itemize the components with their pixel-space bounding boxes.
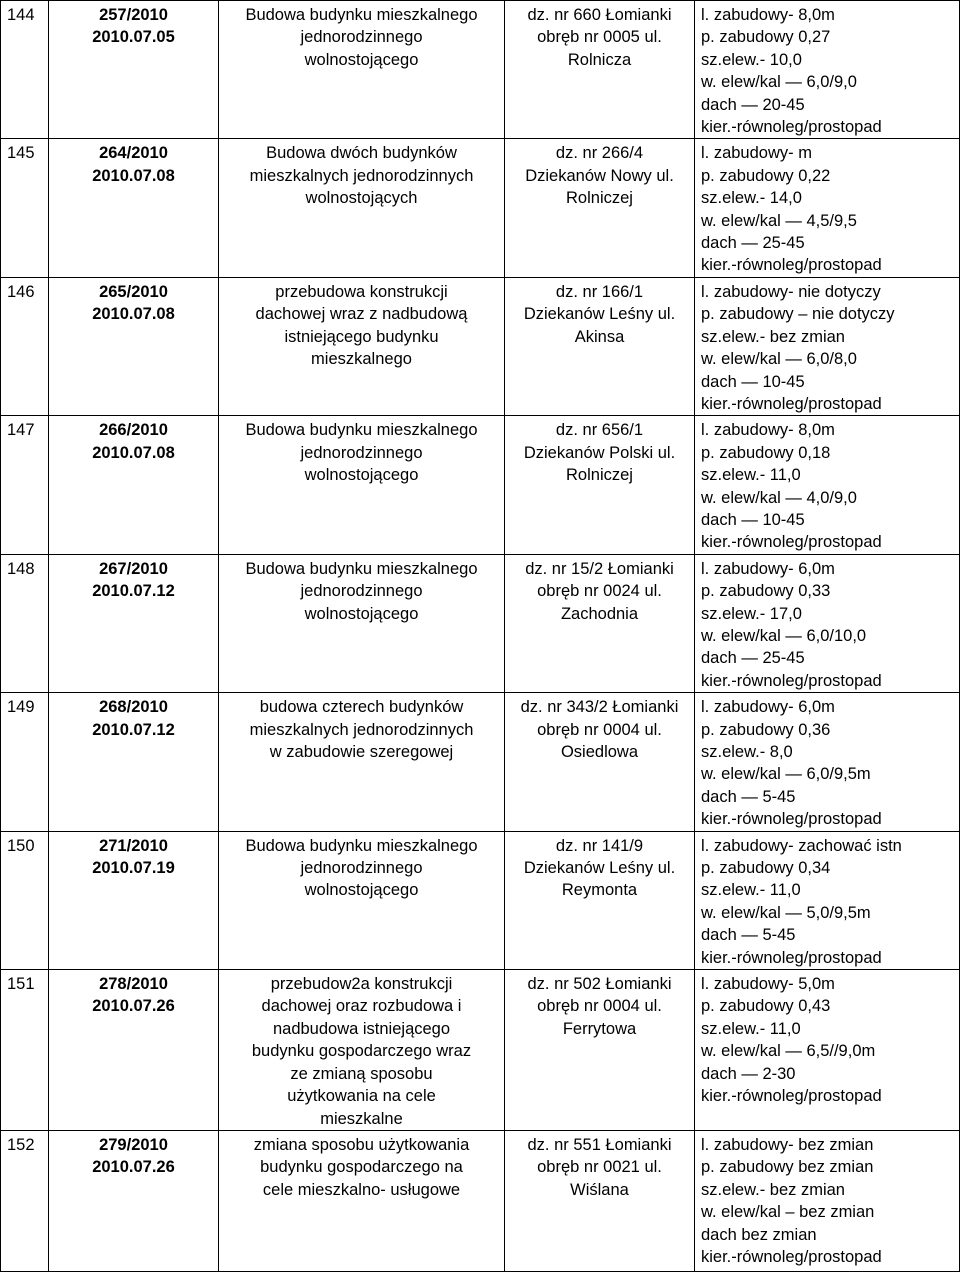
parameter-line: dach — 20-45 (701, 95, 805, 114)
description-line: nadbudowa istniejącego (272, 1019, 451, 1038)
description-cell (219, 277, 505, 415)
description-line: istniejącego budynku (284, 327, 439, 346)
decision-number: 271/2010 (99, 836, 168, 855)
parameter-line: p. zabudowy 0,33 (701, 582, 831, 601)
row-number-cell (1, 693, 49, 831)
description-line: jednorodzinnego (300, 582, 423, 601)
reference-cell (49, 139, 219, 277)
reference-cell (49, 693, 219, 831)
parameter-line: kier.-równoleg/prostopad (701, 256, 882, 275)
table-row (1, 693, 960, 831)
parameter-line: p. zabudowy – nie dotyczy (701, 305, 895, 324)
description-line: Budowa budynku mieszkalnego (245, 421, 478, 440)
parameter-line: kier.-równoleg/prostopad (701, 671, 882, 690)
table-row (1, 1, 960, 139)
parameter-line: dach — 25-45 (701, 234, 805, 253)
location-line: Dziekanów Leśny ul. (523, 859, 676, 878)
description-line: Budowa budynku mieszkalnego (245, 559, 478, 578)
parameter-line: p. zabudowy bez zmian (701, 1158, 874, 1177)
location-cell (505, 693, 695, 831)
parameters-cell (695, 554, 960, 692)
row-number: 145 (7, 144, 35, 163)
parameter-line: w. elew/kal — 6,0/8,0 (701, 350, 857, 369)
parameter-line: dach bez zmian (701, 1225, 817, 1244)
row-number-cell (1, 416, 49, 554)
table-row (1, 970, 960, 1131)
location-line: dz. nr 656/1 (555, 421, 644, 440)
parameter-line: sz.elew.- 14,0 (701, 189, 802, 208)
description-cell (219, 554, 505, 692)
decision-date: 2010.07.12 (92, 720, 175, 739)
decision-number: 257/2010 (99, 6, 168, 24)
parameters-cell (695, 1, 960, 139)
reference-cell (49, 831, 219, 969)
parameter-line: sz.elew.- 11,0 (701, 1019, 801, 1038)
description-line: dachowej wraz z nadbudową (255, 305, 468, 324)
location-line: obręb nr 0024 ul. (537, 582, 662, 601)
location-line: Rolniczej (566, 466, 633, 485)
row-number-cell (1, 277, 49, 415)
parameter-line: p. zabudowy 0,36 (701, 720, 831, 739)
parameter-line: l. zabudowy- zachować istn (701, 836, 902, 855)
location-line: obręb nr 0004 ul. (537, 997, 662, 1016)
parameter-line: dach — 10-45 (701, 510, 805, 529)
parameter-line: l. zabudowy- bez zmian (701, 1135, 874, 1154)
parameter-line: dach — 5-45 (701, 787, 796, 806)
parameter-line: l. zabudowy- 5,0m (701, 975, 835, 994)
description-line: przebudow2a konstrukcji (270, 975, 453, 994)
parameter-line: kier.-równoleg/prostopad (701, 810, 882, 829)
reference-cell (49, 277, 219, 415)
reference-cell (49, 1130, 219, 1271)
description-cell (219, 831, 505, 969)
location-line: dz. nr 343/2 Łomianki (520, 698, 679, 717)
description-line: mieszkalnych jednorodzinnych (249, 166, 474, 185)
parameters-cell (695, 139, 960, 277)
row-number-cell (1, 139, 49, 277)
parameter-line: w. elew/kal — 6,0/9,5m (701, 765, 871, 784)
description-line: jednorodzinnego (300, 28, 423, 47)
description-cell (219, 416, 505, 554)
description-line: budynku gospodarczego wraz (251, 1042, 472, 1061)
location-cell (505, 554, 695, 692)
location-line: dz. nr 660 Łomianki (527, 6, 672, 24)
description-cell (219, 693, 505, 831)
parameters-cell (695, 693, 960, 831)
parameter-line: l. zabudowy- 6,0m (701, 698, 835, 717)
location-line: dz. nr 551 Łomianki (527, 1135, 672, 1154)
parameters-cell (695, 416, 960, 554)
parameter-line: kier.-równoleg/prostopad (701, 948, 882, 967)
row-number: 146 (7, 282, 35, 301)
location-line: Dziekanów Leśny ul. (523, 305, 676, 324)
description-line: wolnostojącego (304, 50, 419, 69)
location-cell (505, 1, 695, 139)
location-line: Dziekanów Polski ul. (523, 443, 676, 462)
location-line: Reymonta (561, 881, 638, 900)
description-line: mieszkalne (320, 1109, 403, 1128)
location-line: Zachodnia (560, 604, 639, 623)
decision-date: 2010.07.08 (92, 305, 175, 324)
row-number: 147 (7, 421, 35, 440)
parameter-line: dach — 10-45 (701, 372, 805, 391)
description-line: cele mieszkalno- usługowe (262, 1180, 461, 1199)
decision-date: 2010.07.05 (92, 28, 175, 47)
description-cell (219, 139, 505, 277)
permits-table-body (1, 1, 960, 1272)
description-line: w zabudowie szeregowej (269, 743, 454, 761)
reference-cell (49, 416, 219, 554)
description-line: Budowa dwóch budynków (266, 144, 457, 163)
description-cell (219, 1, 505, 139)
parameter-line: sz.elew.- bez zmian (701, 327, 845, 346)
location-line: Rolnicza (567, 50, 632, 69)
row-number-cell (1, 831, 49, 969)
parameter-line: kier.-równoleg/prostopad (701, 533, 882, 552)
row-number-cell (1, 1130, 49, 1271)
description-line: ze zmianą sposobu (290, 1064, 433, 1083)
parameters-cell (695, 277, 960, 415)
parameter-line: w. elew/kal — 4,0/9,0 (701, 488, 857, 507)
location-cell (505, 1130, 695, 1271)
location-cell (505, 139, 695, 277)
decision-date: 2010.07.12 (92, 582, 175, 601)
row-number: 149 (7, 698, 35, 717)
decision-date: 2010.07.26 (92, 1158, 175, 1177)
decision-date: 2010.07.19 (92, 859, 175, 878)
parameters-cell (695, 970, 960, 1131)
description-line: mieszkalnych jednorodzinnych (249, 720, 474, 739)
table-row (1, 831, 960, 969)
reference-cell (49, 970, 219, 1131)
parameter-line: p. zabudowy 0,43 (701, 997, 831, 1016)
parameter-line: l. zabudowy- 8,0m (701, 6, 835, 24)
table-row (1, 139, 960, 277)
description-line: Budowa budynku mieszkalnego (245, 836, 478, 855)
description-line: Budowa budynku mieszkalnego (245, 6, 478, 24)
reference-cell (49, 1, 219, 139)
decision-number: 265/2010 (99, 282, 168, 301)
description-line: budowa czterech budynków (259, 698, 464, 717)
parameter-line: sz.elew.- 8,0 (701, 743, 793, 761)
location-cell (505, 416, 695, 554)
table-row (1, 1130, 960, 1271)
parameter-line: w. elew/kal — 6,0/9,0 (701, 73, 857, 92)
location-line: Ferrytowa (562, 1019, 637, 1038)
location-line: dz. nr 502 Łomianki (527, 975, 672, 994)
location-line: Osiedlowa (560, 743, 639, 761)
parameter-line: l. zabudowy- nie dotyczy (701, 282, 881, 301)
decision-number: 268/2010 (99, 698, 168, 717)
description-line: budynku gospodarczego na (260, 1158, 463, 1177)
parameters-cell (695, 831, 960, 969)
description-line: zmiana sposobu użytkowania (253, 1135, 470, 1154)
row-number: 148 (7, 559, 35, 578)
parameter-line: sz.elew.- 11,0 (701, 881, 801, 900)
row-number-cell (1, 554, 49, 692)
parameter-line: sz.elew.- bez zmian (701, 1180, 845, 1199)
parameter-line: kier.-równoleg/prostopad (701, 394, 882, 413)
row-number-cell (1, 970, 49, 1131)
decision-number: 267/2010 (99, 559, 168, 578)
decision-number: 264/2010 (99, 144, 168, 163)
row-number-cell (1, 1, 49, 139)
parameter-line: kier.-równoleg/prostopad (701, 1087, 882, 1106)
description-line: wolnostojącego (304, 604, 419, 623)
location-cell (505, 970, 695, 1131)
decision-number: 278/2010 (99, 975, 168, 994)
parameter-line: kier.-równoleg/prostopad (701, 118, 882, 137)
row-number: 150 (7, 836, 35, 855)
location-line: Wiślana (570, 1180, 629, 1199)
row-number: 144 (7, 6, 35, 24)
location-line: dz. nr 141/9 (555, 836, 644, 855)
description-line: dachowej oraz rozbudowa i (261, 997, 462, 1016)
parameter-line: w. elew/kal — 5,0/9,5m (701, 903, 871, 922)
decision-date: 2010.07.26 (92, 997, 175, 1016)
parameter-line: sz.elew.- 10,0 (701, 50, 802, 69)
decision-number: 266/2010 (99, 421, 168, 440)
location-line: Dziekanów Nowy ul. (525, 166, 674, 185)
parameter-line: p. zabudowy 0,18 (701, 443, 831, 462)
description-line: jednorodzinnego (300, 859, 423, 878)
parameter-line: sz.elew.- 17,0 (701, 604, 802, 623)
parameter-line: dach — 2-30 (701, 1064, 796, 1083)
description-line: wolnostojącego (304, 466, 419, 485)
table-row (1, 416, 960, 554)
location-cell (505, 831, 695, 969)
decision-number: 279/2010 (99, 1135, 168, 1154)
description-line: jednorodzinnego (300, 443, 423, 462)
parameter-line: dach — 5-45 (701, 926, 796, 945)
parameter-line: w. elew/kal — 6,0/10,0 (701, 626, 867, 645)
parameters-cell (695, 1130, 960, 1271)
description-cell (219, 970, 505, 1131)
description-line: przebudowa konstrukcji (275, 282, 448, 301)
description-line: wolnostojących (305, 189, 418, 208)
decision-date: 2010.07.08 (92, 443, 175, 462)
table-row (1, 277, 960, 415)
parameter-line: p. zabudowy 0,22 (701, 166, 831, 185)
parameter-line: sz.elew.- 11,0 (701, 466, 801, 485)
location-cell (505, 277, 695, 415)
location-line: dz. nr 166/1 (555, 282, 644, 301)
parameter-line: w. elew/kal — 4,5/9,5 (701, 211, 857, 230)
location-line: obręb nr 0004 ul. (537, 720, 662, 739)
parameter-line: p. zabudowy 0,34 (701, 859, 831, 878)
parameter-line: w. elew/kal — 6,5//9,0m (701, 1042, 876, 1061)
row-number: 151 (7, 975, 35, 994)
description-cell (219, 1130, 505, 1271)
description-line: mieszkalnego (311, 350, 412, 369)
decision-date: 2010.07.08 (92, 166, 175, 185)
location-line: Akinsa (574, 327, 625, 346)
parameter-line: kier.-równoleg/prostopad (701, 1247, 882, 1266)
location-line: obręb nr 0005 ul. (537, 28, 662, 47)
parameter-line: w. elew/kal – bez zmian (701, 1203, 875, 1222)
parameter-line: l. zabudowy- m (701, 144, 812, 163)
location-line: dz. nr 15/2 Łomianki (525, 559, 674, 578)
location-line: Rolniczej (566, 189, 633, 208)
row-number: 152 (7, 1135, 35, 1154)
table-row (1, 554, 960, 692)
parameter-line: l. zabudowy- 6,0m (701, 559, 835, 578)
parameter-line: p. zabudowy 0,27 (701, 28, 831, 47)
location-line: dz. nr 266/4 (555, 144, 644, 163)
location-line: obręb nr 0021 ul. (537, 1158, 662, 1177)
description-line: użytkowania na cele (287, 1087, 436, 1106)
description-line: wolnostojącego (304, 881, 419, 900)
parameter-line: dach — 25-45 (701, 649, 805, 668)
reference-cell (49, 554, 219, 692)
parameter-line: l. zabudowy- 8,0m (701, 421, 835, 440)
